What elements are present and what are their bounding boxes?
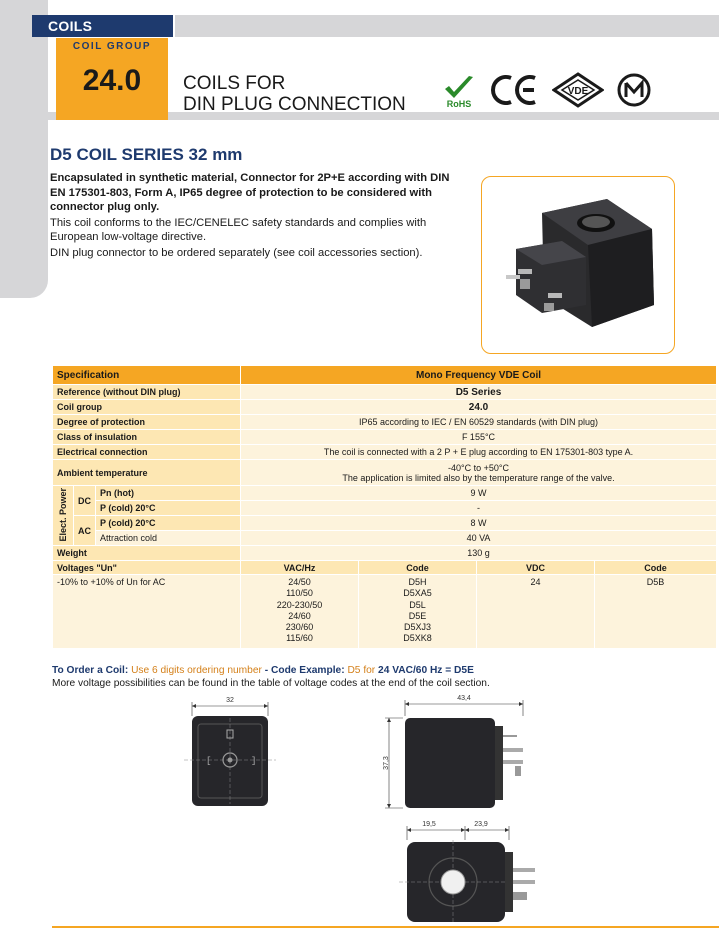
order-example-result: D5E: [454, 665, 474, 676]
voltages-note: -10% to +10% of Un for AC: [53, 575, 241, 649]
page-title: [183, 73, 406, 115]
page-title-line2: DIN PLUG CONNECTION: [183, 94, 406, 115]
vac-list: [241, 575, 359, 649]
vde-icon: [552, 72, 604, 113]
voltages-values-row: [53, 575, 717, 649]
vdc-value: 24: [530, 577, 541, 587]
rohs-icon: [440, 75, 478, 109]
spec-table: [52, 365, 717, 649]
spec-label: Degree of protection: [53, 415, 241, 430]
col-code: Code: [359, 561, 477, 575]
vdc-code: D5B: [646, 577, 665, 587]
order-dash: -: [264, 665, 269, 676]
vdc-list: [477, 575, 595, 649]
order-label: To Order a Coil:: [52, 665, 129, 676]
power-value: 9 W: [241, 486, 717, 501]
col-vac: VAC/Hz: [241, 561, 359, 575]
spec-value: [241, 460, 717, 486]
spec-label: Ambient temperature: [53, 460, 241, 486]
power-dc-label: DC: [74, 486, 96, 516]
spec-label: Weight: [53, 546, 241, 561]
col-code2: Code: [595, 561, 717, 575]
power-value: 40 VA: [241, 531, 717, 546]
spec-row: [53, 400, 717, 415]
power-label: Pn (hot): [96, 486, 241, 501]
power-label: P (cold) 20°C: [96, 516, 241, 531]
rohs-label: RoHS: [446, 99, 472, 109]
bottom-rule: [52, 926, 719, 928]
vac-code-list: [359, 575, 477, 649]
series-title: D5 COIL SERIES 32 mm: [50, 145, 243, 164]
front-view-drawing: [178, 694, 282, 815]
band-corner: [48, 120, 719, 132]
order-example-label: Code Example:: [270, 665, 345, 676]
spec-row: [53, 385, 717, 400]
description: [50, 171, 462, 261]
section-tab: COILS: [32, 15, 173, 37]
coil-group-number: 24.0: [82, 64, 142, 97]
spec-value: 130 g: [241, 546, 717, 561]
dim-top-a: 19,5: [422, 821, 436, 828]
svg-text:[: [: [206, 756, 212, 766]
spec-row: [53, 445, 717, 460]
power-label: P (cold) 20°C: [96, 501, 241, 516]
description-bold: Encapsulated in synthetic material, Connector for 2P+E according with DIN EN 175301-803, Form A, IP65 degree of protection to be considered with connector plug only.: [50, 172, 450, 213]
vdc-code-list: [595, 575, 717, 649]
spec-label: Reference (without DIN plug): [53, 385, 241, 400]
spec-value: F 155°C: [241, 430, 717, 445]
svg-text:]: ]: [251, 756, 257, 766]
power-row: [53, 486, 717, 501]
order-example-for: for: [363, 665, 376, 676]
ambient-range: -40°C to +50°C: [448, 462, 509, 473]
power-value: -: [241, 501, 717, 516]
coil-group-box: [56, 38, 168, 120]
imq-icon: [616, 72, 652, 113]
order-example-spec: 24 VAC/60 Hz: [378, 665, 443, 676]
dim-side-height: 37,3: [383, 756, 390, 770]
vac-value: 110/50: [286, 588, 313, 599]
side-band: [0, 0, 48, 298]
vac-code: D5XA5: [403, 588, 432, 599]
description-p3: DIN plug connector to be ordered separately (see coil accessories section).: [50, 246, 423, 259]
spec-row-ambient: [53, 460, 717, 486]
vac-value: 230/60: [285, 622, 314, 633]
order-instruction: Use 6 digits ordering number: [131, 665, 262, 676]
spec-header-label: Specification: [53, 366, 241, 385]
power-value: 8 W: [241, 516, 717, 531]
order-example-code: D5: [347, 665, 361, 676]
coil-group-label: COIL GROUP: [72, 41, 152, 52]
certification-icons: [440, 70, 652, 114]
vac-code: D5XJ3: [403, 622, 431, 633]
ce-icon: [490, 73, 540, 112]
vac-code: D5XK8: [403, 633, 432, 644]
spec-label: Coil group: [53, 400, 241, 415]
power-label: Attraction cold: [96, 531, 241, 546]
vac-code: D5H: [408, 577, 427, 587]
order-more: More voltage possibilities can be found in the table of voltage codes at the end of the coil section.: [52, 678, 490, 689]
power-row: [53, 531, 717, 546]
dim-side-width: 43,4: [457, 695, 471, 702]
spec-row: [53, 415, 717, 430]
spec-header-row: [53, 366, 717, 385]
side-view-drawing: [375, 692, 545, 819]
order-line: [52, 664, 490, 677]
voltages-header-row: [53, 561, 717, 575]
power-row: [53, 516, 717, 531]
vac-code: D5E: [408, 610, 427, 621]
power-row: [53, 501, 717, 516]
order-note: [52, 664, 490, 690]
vac-code: D5L: [409, 599, 426, 610]
vac-value: 115/60: [286, 633, 313, 644]
voltages-label: Voltages "Un": [53, 561, 241, 575]
svg-text:VDE: VDE: [567, 85, 589, 97]
spec-value: 24.0: [241, 400, 717, 415]
description-p2: This coil conforms to the IEC/CENELEC safety standards and complies with European low-voltage directive.: [50, 216, 427, 243]
power-ac-label: AC: [74, 516, 96, 546]
spec-value: The coil is connected with a 2 P + E plug according to EN 175301-803 type A.: [241, 445, 717, 460]
order-example-eq: =: [445, 665, 452, 676]
power-group-label: Elect. Power: [53, 486, 74, 546]
spec-header-value: Mono Frequency VDE Coil: [241, 366, 717, 385]
dim-top-b: 23,9: [474, 821, 488, 828]
ambient-note: The application is limited also by the temperature range of the valve.: [342, 472, 615, 483]
spec-row: [53, 430, 717, 445]
vac-value: 220-230/50: [276, 599, 323, 610]
top-view-drawing: [395, 818, 545, 929]
col-vdc: VDC: [477, 561, 595, 575]
spec-label: Electrical connection: [53, 445, 241, 460]
vac-value: 24/60: [288, 610, 311, 621]
vac-value: 24/50: [288, 577, 311, 587]
spec-value: D5 Series: [241, 385, 717, 400]
product-photo: [481, 176, 675, 354]
spec-row-weight: [53, 546, 717, 561]
spec-value: IP65 according to IEC / EN 60529 standards (with DIN plug): [241, 415, 717, 430]
top-rule: [175, 15, 719, 37]
dim-front-width: 32: [226, 697, 234, 704]
spec-label: Class of insulation: [53, 430, 241, 445]
page-title-line1: COILS FOR: [183, 73, 286, 94]
